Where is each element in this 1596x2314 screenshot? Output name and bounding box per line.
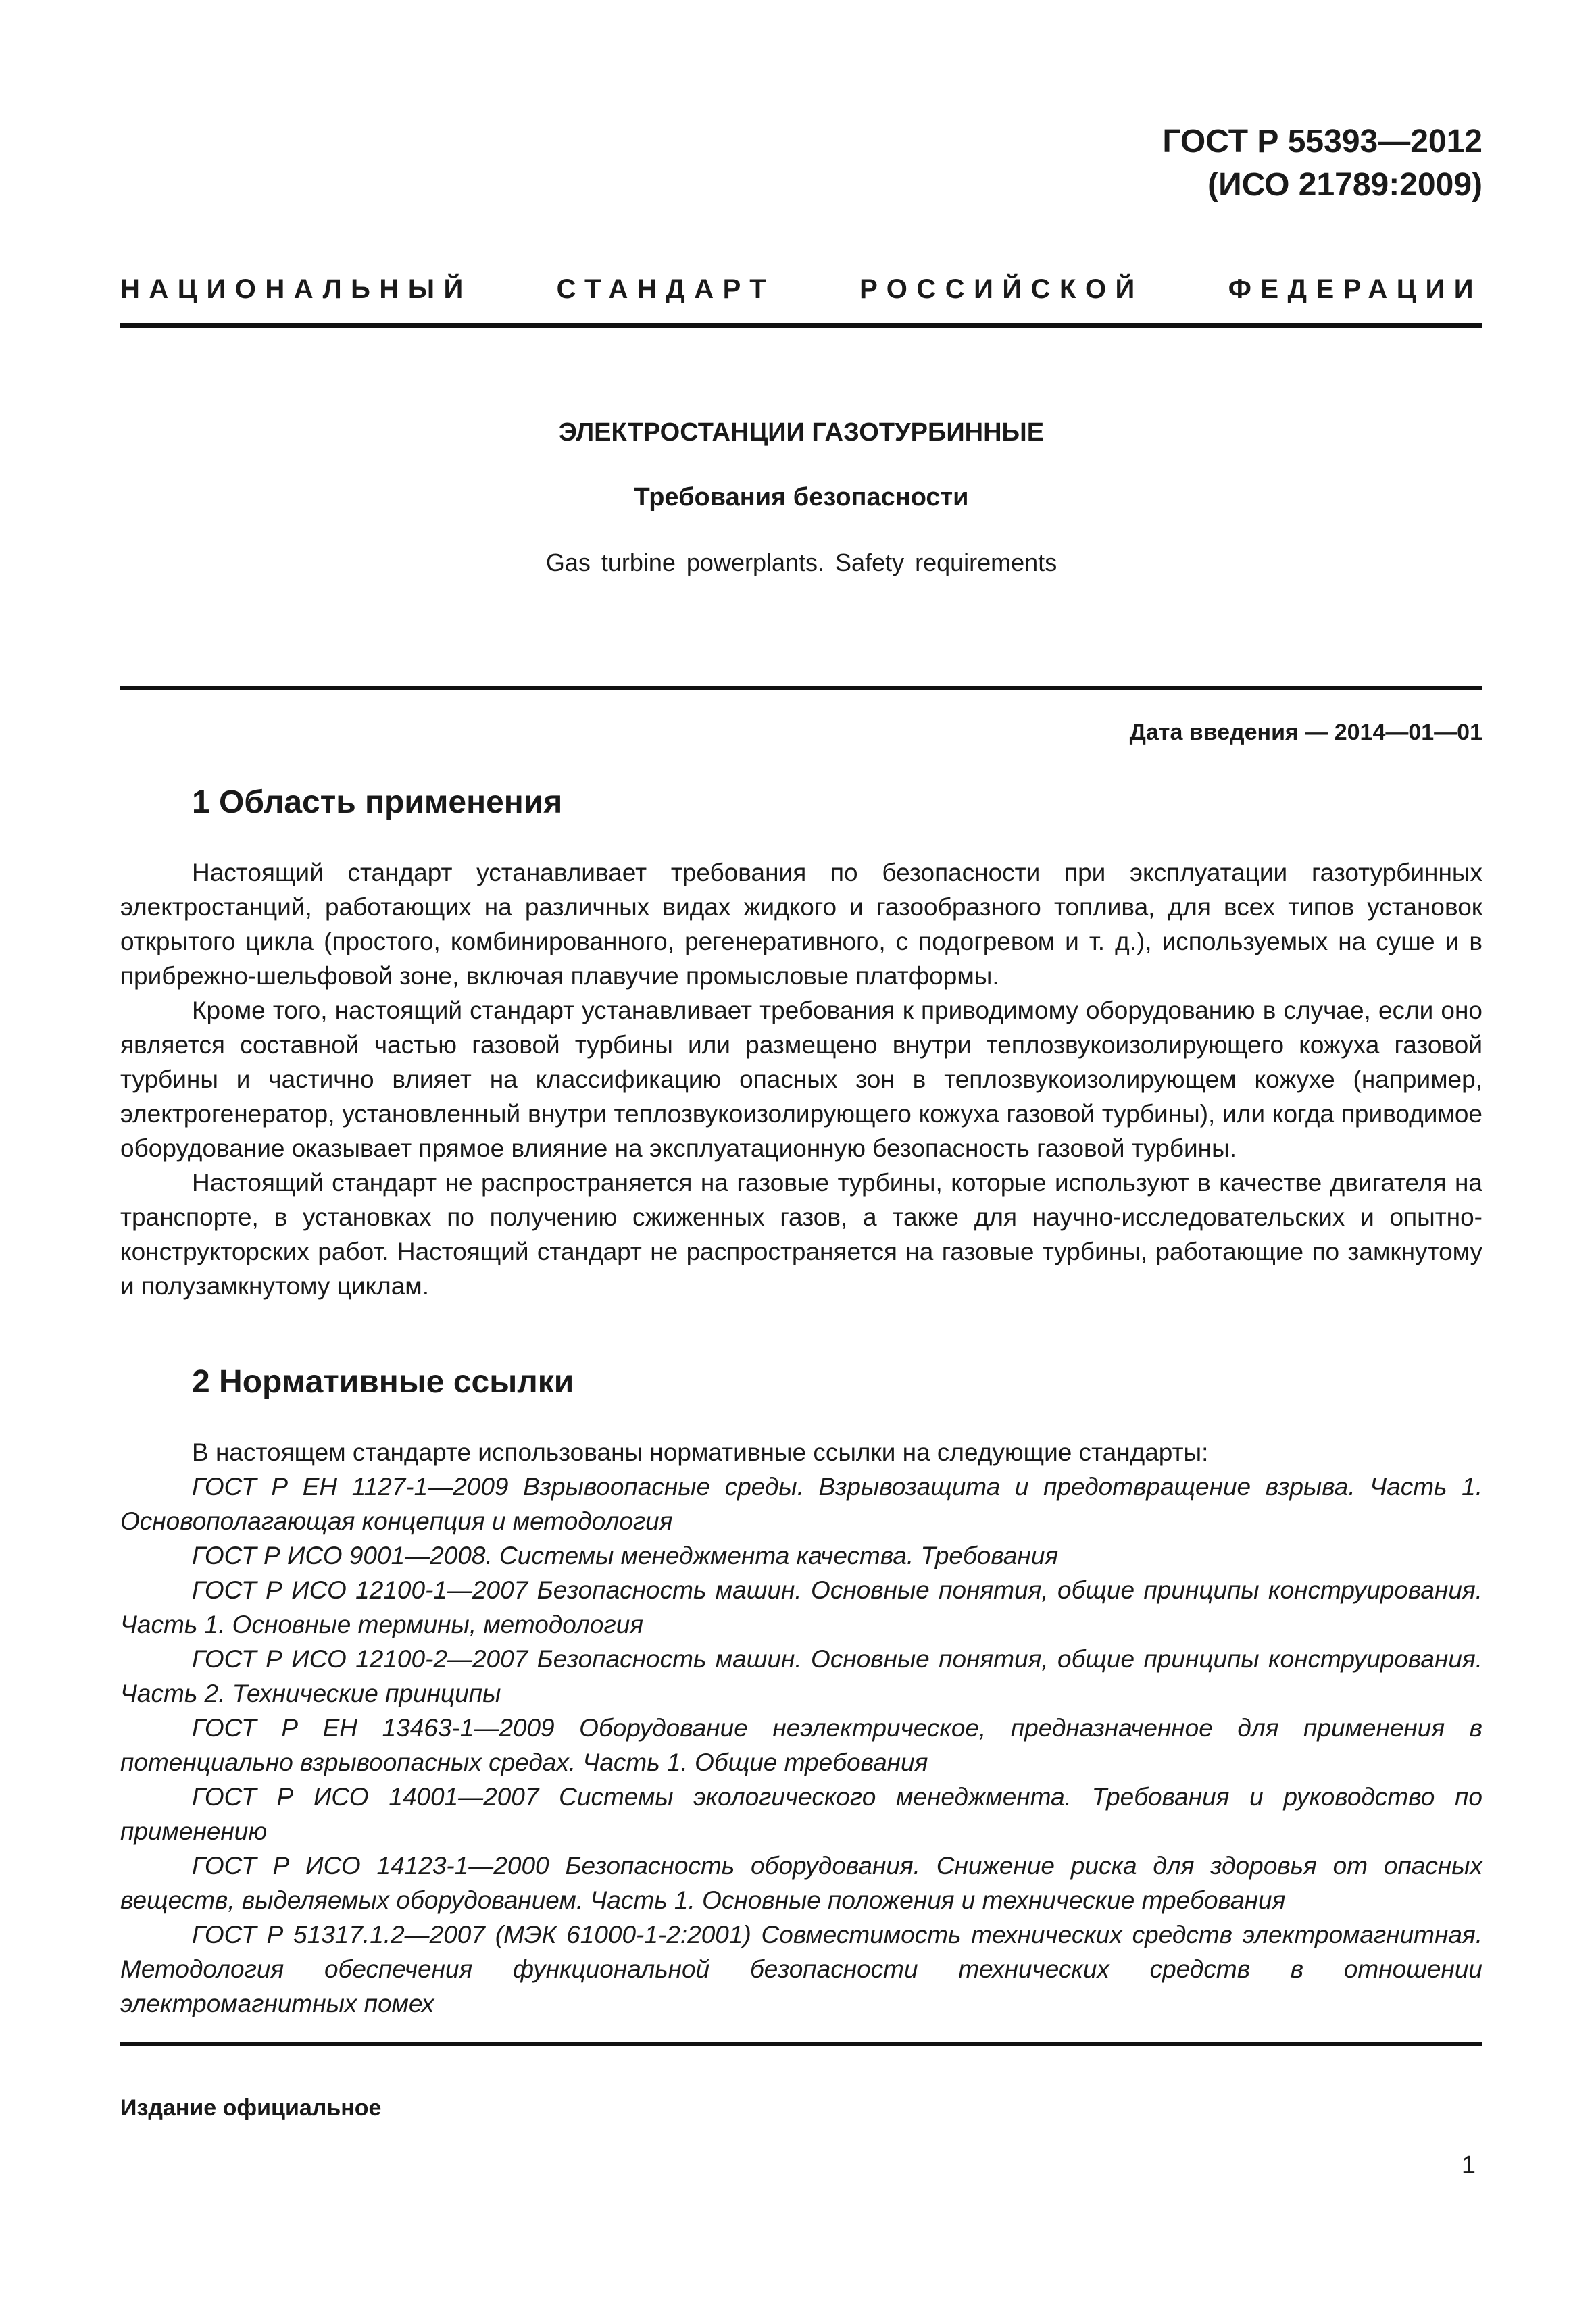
reference-item: ГОСТ Р ИСО 9001—2008. Системы менеджмента качества. Требования (192, 1542, 1059, 1569)
standard-subtitle: Требования безопасности (634, 483, 969, 511)
title-divider (120, 686, 1482, 690)
section-1-heading: 1 Область применения (192, 784, 563, 820)
reference-item: ГОСТ Р ИСО 14001—2007 Системы экологического менеджмента. Требования и руководство по применению (120, 1783, 1482, 1845)
national-standard-banner: НАЦИОНАЛЬНЫЙ СТАНДАРТ РОССИЙСКОЙ ФЕДЕРАЦИИ (120, 274, 1482, 304)
paragraph: Кроме того, настоящий стандарт устанавливает требования к приводимому оборудованию в случае, если оно является составной частью газовой турбины или размещено внутри теплозвукоизолирующего кожуха газовой турбины и частично влияет на классификацию опасных зон в теплозвукоизолирующем кожухе (например, электрогенератор, установленный внутри теплозвукоизолирующего кожуха газовой турбины), или когда приводимое оборудование оказывает прямое влияние на эксплуатационную безопасность газовой турбины. (120, 997, 1482, 1162)
reference-item: ГОСТ Р 51317.1.2—2007 (МЭК 61000-1-2:2001) Совместимость технических средств электромагнитная. Методология обеспечения функциональной безопасности технических средств в отношении электромагнитных помех (120, 1921, 1482, 2017)
paragraph: Настоящий стандарт устанавливает требования по безопасности при эксплуатации газотурбинных электростанций, работающих на различных видах жидкого и газообразного топлива, для всех типов установок открытого цикла (простого, комбинированного, регенеративного, с подогревом и т. д.), используемых на суше и в прибрежно-шельфовой зоне, включая плавучие промысловые платформы. (120, 859, 1482, 990)
references-intro: В настоящем стандарте использованы нормативные ссылки на следующие стандарты: (192, 1438, 1209, 1466)
footer-divider (120, 2042, 1482, 2046)
iso-equivalent: (ИСО 21789:2009) (1207, 167, 1482, 203)
section-2-body (120, 1435, 1482, 2021)
section-1-body (120, 855, 1482, 1303)
official-edition-label: Издание официальное (120, 2095, 382, 2121)
reference-item: ГОСТ Р ЕН 13463-1—2009 Оборудование неэлектрическое, предназначенное для применения в потенциально взрывоопасных средах. Часть 1. Общие требования (120, 1714, 1482, 1776)
header-divider (120, 323, 1482, 328)
reference-item: ГОСТ Р ИСО 12100-2—2007 Безопасность машин. Основные понятия, общие принципы конструирования. Часть 2. Технические принципы (120, 1645, 1482, 1707)
gost-number: ГОСТ Р 55393—2012 (1162, 124, 1482, 159)
section-2-heading: 2 Нормативные ссылки (192, 1364, 574, 1400)
page-number: 1 (1461, 2151, 1476, 2180)
standard-title: ЭЛЕКТРОСТАНЦИИ ГАЗОТУРБИННЫЕ (558, 418, 1045, 447)
reference-item: ГОСТ Р ИСО 14123-1—2000 Безопасность оборудования. Снижение риска для здоровья от опасных веществ, выделяемых оборудованием. Часть 1. Основные положения и технические требования (120, 1852, 1482, 1914)
gost-designation (1162, 120, 1482, 207)
reference-item: ГОСТ Р ЕН 1127-1—2009 Взрывоопасные среды. Взрывозащита и предотвращение взрыва. Часть 1. Основополагающая концепция и методология (120, 1473, 1482, 1535)
reference-item: ГОСТ Р ИСО 12100-1—2007 Безопасность машин. Основные понятия, общие принципы конструирования. Часть 1. Основные термины, методология (120, 1576, 1482, 1638)
english-title: Gas turbine powerplants. Safety requirements (545, 549, 1057, 576)
paragraph: Настоящий стандарт не распространяется на газовые турбины, которые используют в качестве двигателя на транспорте, в установках по получению сжиженных газов, а также для научно-исследовательских и опытно-конструкторских работ. Настоящий стандарт не распространяется на газовые турбины, работающие по замкнутому и полузамкнутому циклам. (120, 1169, 1482, 1300)
introduction-date: Дата введения — 2014—01—01 (1129, 720, 1482, 745)
